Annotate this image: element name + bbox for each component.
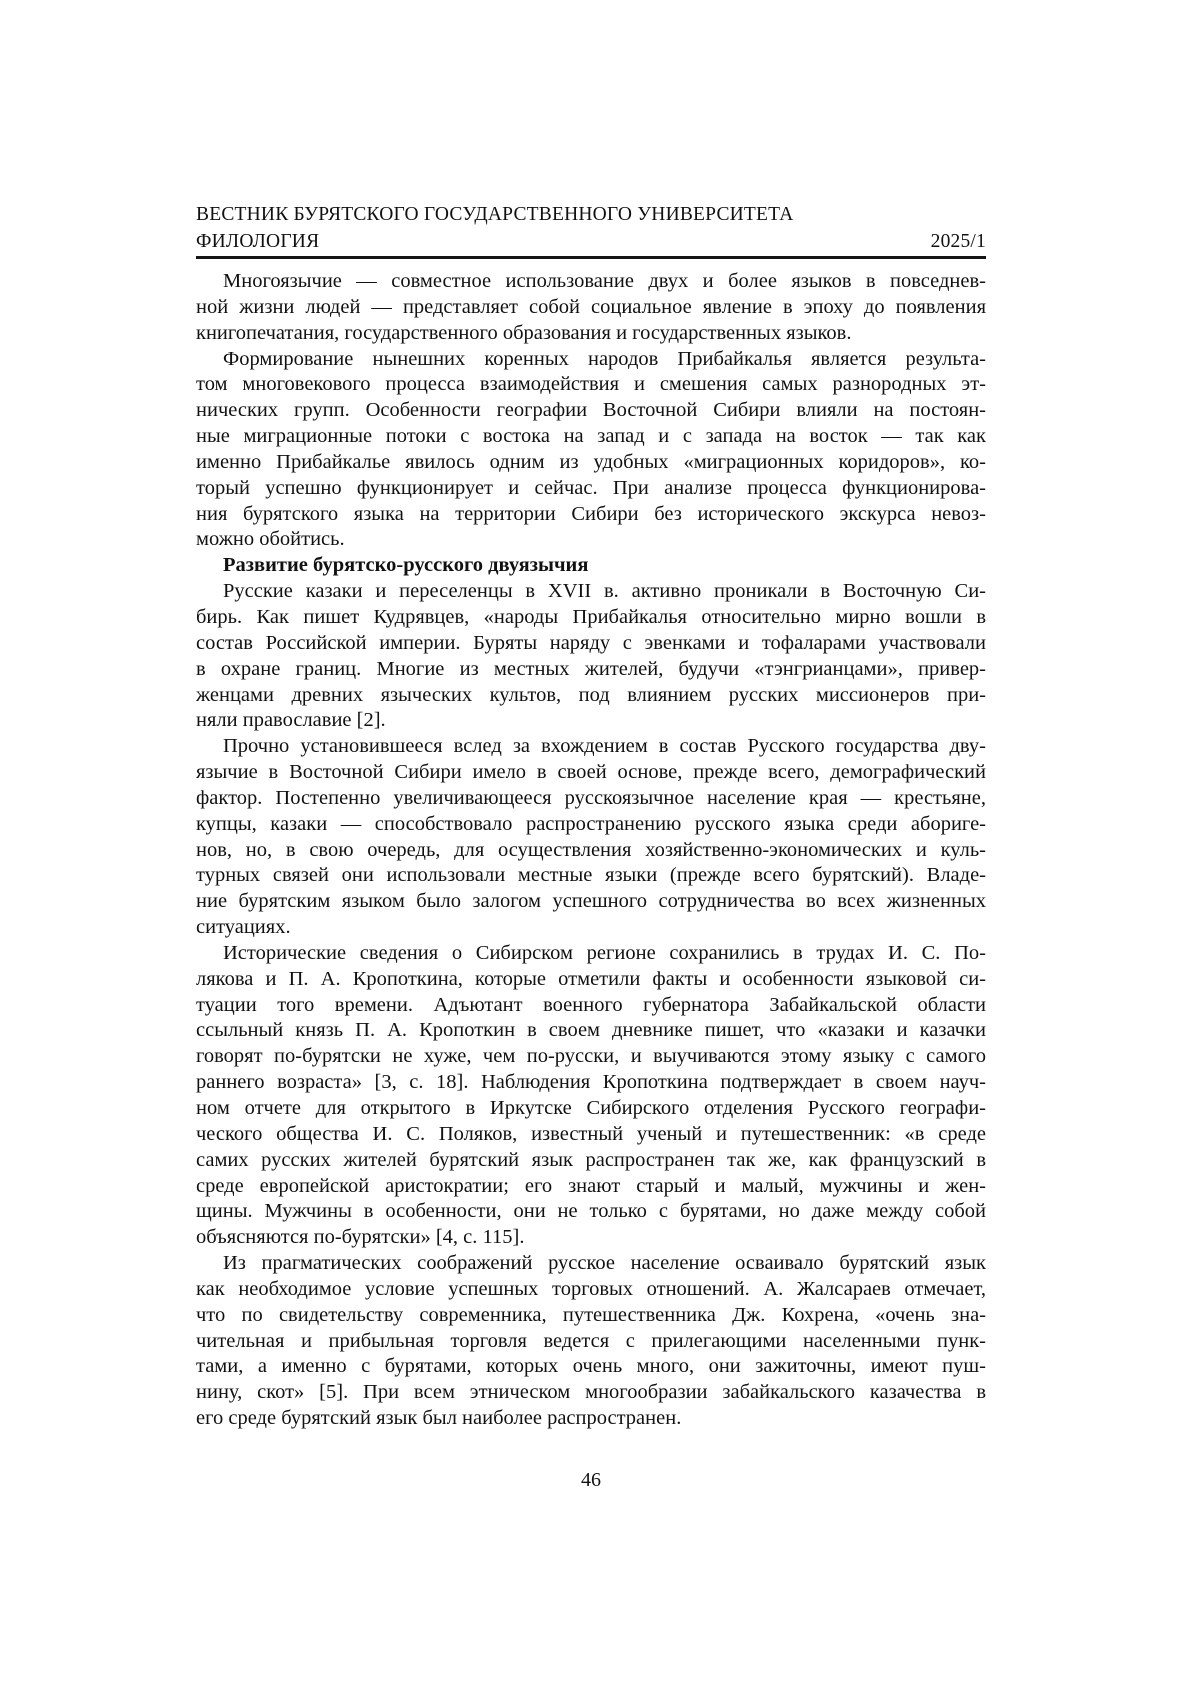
text-line: нину, скот» [5]. При всем этническом многообразии забайкальского казачества в [196,1381,986,1404]
text-line: говорят по-бурятски не хуже, чем по-русски, и выучиваются этому языку с самого [196,1045,986,1068]
text-line: ной жизни людей — представляет собой социальное явление в эпоху до появления [196,295,986,318]
section-heading [196,553,986,579]
text-line: объясняются по-бурятски» [4, с. 115]. [196,1226,525,1249]
running-head [196,201,986,255]
text-line: книгопечатания, государственного образования и государственных языков. [196,321,852,344]
text-line: Исторические сведения о Сибирском регионе сохранились в трудах И. С. По- [223,941,986,964]
text-line: щины. Мужчины в особенности, они не только с бурятами, но даже между собой [196,1200,986,1223]
journal-title: ВЕСТНИК БУРЯТСКОГО ГОСУДАРСТВЕННОГО УНИВЕРСИТЕТА [196,204,794,225]
text-line: Развитие бурятско-русского двуязычия [223,554,589,577]
text-line: тами, а именно с бурятами, которых очень много, они зажиточны, имеют пуш- [196,1355,986,1378]
text-line: ссыльный князь П. А. Кропоткин в своем дневнике пишет, что «казаки и казачки [196,1019,986,1042]
journal-section: ФИЛОЛОГИЯ [196,231,320,252]
text-line: в охране границ. Многие из местных жителей, будучи «тэнгрианцами», привер- [196,657,986,680]
text-line: чительная и прибыльная торговля ведется с прилегающими населенными пунк- [196,1329,986,1352]
text-line: турных связей они использовали местные языки (прежде всего бурятский). Владе- [196,864,986,887]
article-body [196,269,986,1432]
text-line: купцы, казаки — способствовало распространению русского языка среди абориге- [196,812,986,835]
header-rule [196,256,986,259]
text-line: как необходимое условие успешных торговых отношений. А. Жалсараев отмечает, [196,1277,986,1300]
text-line: торый успешно функционирует и сейчас. При анализе процесса функционирова- [196,476,986,499]
text-line: Многоязычие — совместное использование двух и более языков в повседнев- [223,270,986,292]
text-line: среде европейской аристократии; его знают старый и малый, мужчины и жен- [196,1174,986,1197]
paragraph [196,734,986,941]
text-line: бирь. Как пишет Кудрявцев, «народы Прибайкалья относительно мирно вошли в [196,605,986,628]
page-number: 46 [581,1469,601,1491]
text-line: фактор. Постепенно увеличивающееся русскоязычное население края — крестьяне, [196,786,986,809]
text-line: ные миграционные потоки с востока на запад и с запада на восток — так как [196,425,986,448]
paragraph [196,941,986,1251]
text-line: Русские казаки и переселенцы в XVII в. активно проникали в Восточную Си- [223,580,986,603]
text-line: том многовекового процесса взаимодействия и смешения самых разнородных эт- [196,373,986,396]
text-line: ния бурятского языка на территории Сибири без исторического экскурса невоз- [196,502,986,525]
text-line: нических групп. Особенности географии Восточной Сибири влияли на постоян- [196,399,986,422]
text-line: ситуациях. [196,916,291,939]
text-line: няли православие [2]. [196,709,386,732]
text-line: Формирование нынешних коренных народов Прибайкалья является результа- [223,347,986,370]
text-line: нов, но, в свою очередь, для осуществления хозяйственно-экономических и куль- [196,838,986,861]
page-footer [196,1467,986,1493]
text-line: его среде бурятский язык был наиболее распространен. [196,1407,682,1430]
text-line: можно обойтись. [196,528,345,551]
paragraph [196,269,986,347]
text-line: ческого общества И. С. Поляков, известный ученый и путешественник: «в среде [196,1122,986,1145]
paragraph [196,579,986,734]
text-line: туации того времени. Адъютант военного губернатора Забайкальской области [196,993,986,1016]
text-line: язычие в Восточной Сибири имело в своей основе, прежде всего, демографический [196,761,986,784]
text-line: именно Прибайкалье явилось одним из удобных «миграционных коридоров», ко- [196,450,986,473]
paragraph [196,1251,986,1432]
text-line: женцами древних языческих культов, под влиянием русских миссионеров при- [196,683,986,706]
text-line: самих русских жителей бурятский язык распространен так же, как французский в [196,1148,986,1171]
text-line: ние бурятским языком было залогом успешного сотрудничества во всех жизненных [196,890,986,913]
text-line: раннего возраста» [3, с. 18]. Наблюдения Кропоткина подтверждает в своем науч- [196,1071,986,1094]
text-line: Прочно установившееся вслед за вхождением в состав Русского государства дву- [223,735,986,758]
text-line: состав Российской империи. Буряты наряду с эвенками и тофаларами участвовали [196,631,986,654]
text-line: что по свидетельству современника, путешественника Дж. Кохрена, «очень зна- [196,1303,986,1326]
text-line: лякова и П. А. Кропоткина, которые отметили факты и особенности языковой си- [196,967,986,990]
text-line: Из прагматических соображений русское население осваивало бурятский язык [223,1252,986,1275]
paragraph [196,347,986,554]
text-line: ном отчете для открытого в Иркутске Сибирского отделения Русского географи- [196,1097,986,1119]
journal-issue: 2025/1 [930,231,986,252]
